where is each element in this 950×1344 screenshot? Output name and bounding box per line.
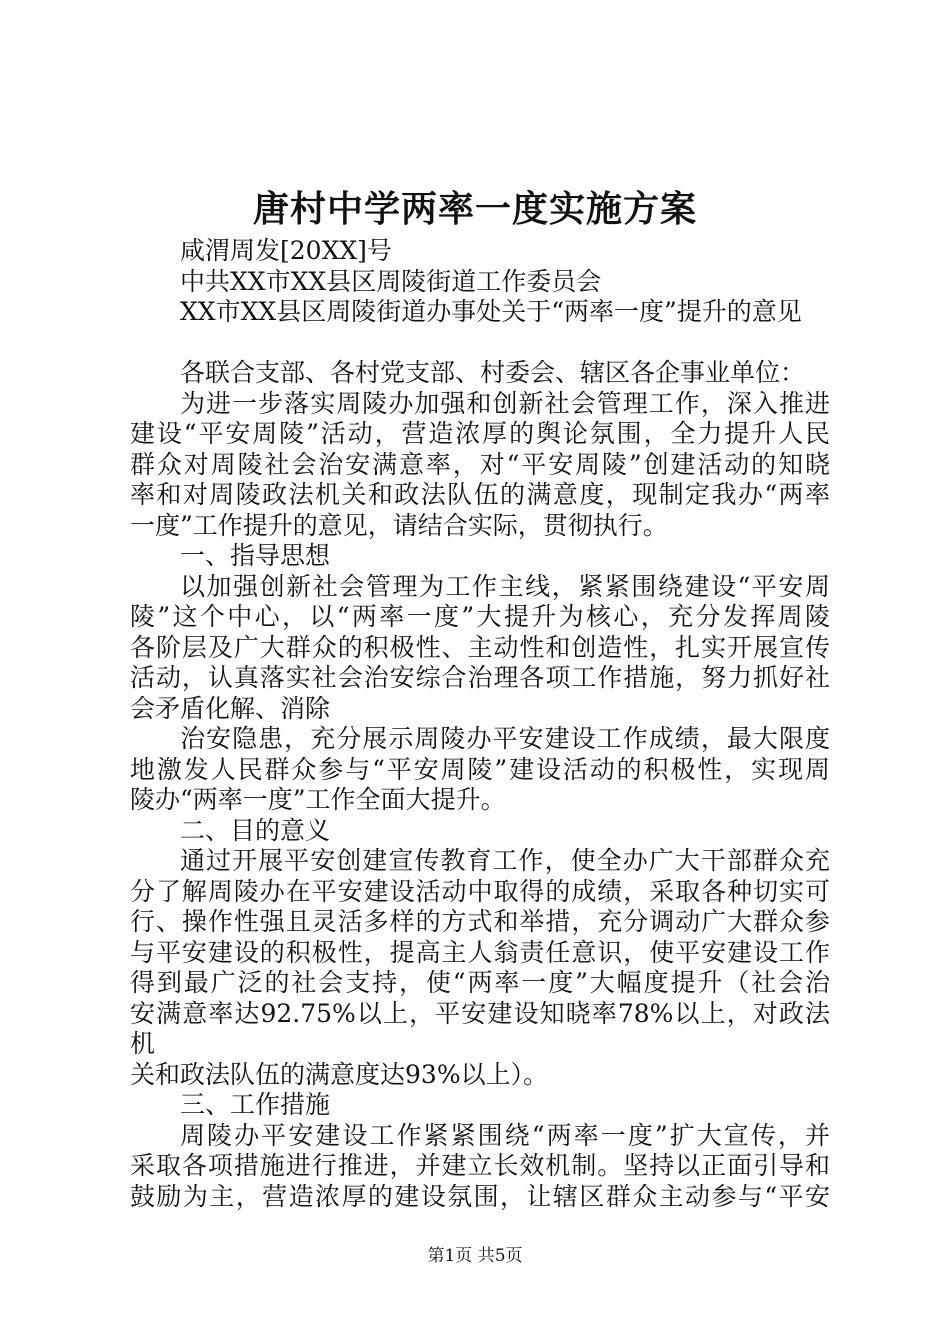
paragraph-line: 行、操作性强且灵活多样的方式和举措，充分调动广大群众参 <box>130 907 830 936</box>
paragraph-line: 得到最广泛的社会支持，使“两率一度”大幅度提升（社会治 <box>130 968 830 997</box>
paragraph-line: 周陵办平安建设工作紧紧围绕“两率一度”扩大宣传，并 <box>180 1120 830 1150</box>
issuer-office-subject: XX市XX县区周陵街道办事处关于“两率一度”提升的意见 <box>180 297 802 326</box>
paragraph-line: 群众对周陵社会治安满意率，对“平安周陵”创建活动的知晓 <box>130 449 830 479</box>
document-body <box>130 236 830 1212</box>
paragraph-line: 安满意率达92.75%以上，平安建设知晓率78%以上，对政法机 <box>130 998 830 1058</box>
issuer-committee: 中共XX市XX县区周陵街道工作委员会 <box>180 266 602 296</box>
paragraph-line: 以加强创新社会管理为工作主线，紧紧围绕建设“平安周 <box>180 571 830 601</box>
paragraph-line: 建设“平安周陵”活动，营造浓厚的舆论氛围，全力提升人民 <box>130 419 830 448</box>
document-number: 咸渭周发[20XX]号 <box>180 236 392 265</box>
section-heading: 一、指导思想 <box>180 541 331 570</box>
paragraph-line: 分了解周陵办在平安建设活动中取得的成绩，采取各种切实可 <box>130 876 830 906</box>
paragraph-line: 活动，认真落实社会治安综合治理各项工作措施，努力抓好社 <box>130 663 830 692</box>
paragraph-line: 采取各项措施进行推进，并建立长效机制。坚持以正面引导和 <box>130 1151 830 1180</box>
paragraph-line: 陵”这个中心，以“两率一度”大提升为核心，充分发挥周陵 <box>130 602 830 631</box>
paragraph-line: 陵办“两率一度”工作全面大提升。 <box>130 785 506 814</box>
paragraph-line: 为进一步落实周陵办加强和创新社会管理工作，深入推进 <box>180 388 830 418</box>
paragraph-line: 鼓励为主，营造浓厚的建设氛围，让辖区群众主动参与“平安 <box>130 1181 830 1211</box>
paragraph-line: 率和对周陵政法机关和政法队伍的满意度，现制定我办“两率 <box>130 480 830 509</box>
paragraph-line: 地激发人民群众参与“平安周陵”建设活动的积极性，实现周 <box>130 754 830 784</box>
page-footer: 第1页 共5页 <box>427 1246 523 1266</box>
addressee: 各联合支部、各村党支部、村委会、辖区各企事业单位： <box>180 358 806 387</box>
paragraph-line: 各阶层及广大群众的积极性、主动性和创造性，扎实开展宣传 <box>130 632 830 662</box>
document-title: 唐村中学两率一度实施方案 <box>252 188 697 230</box>
paragraph-line: 一度”工作提升的意见，请结合实际，贯彻执行。 <box>130 510 668 540</box>
paragraph-line: 关和政法队伍的满意度达93%以上）。 <box>130 1059 549 1089</box>
paragraph-line: 治安隐患，充分展示周陵办平安建设工作成绩，最大限度 <box>180 724 830 753</box>
paragraph-line: 与平安建设的积极性，提高主人翁责任意识，使平安建设工作 <box>130 937 830 967</box>
paragraph-line: 通过开展平安创建宣传教育工作，使全办广大干部群众充 <box>180 846 830 875</box>
blank-line <box>130 328 830 359</box>
section-heading: 三、工作措施 <box>180 1090 331 1119</box>
paragraph-line: 会矛盾化解、消除 <box>130 693 331 723</box>
section-heading: 二、目的意义 <box>180 815 331 845</box>
